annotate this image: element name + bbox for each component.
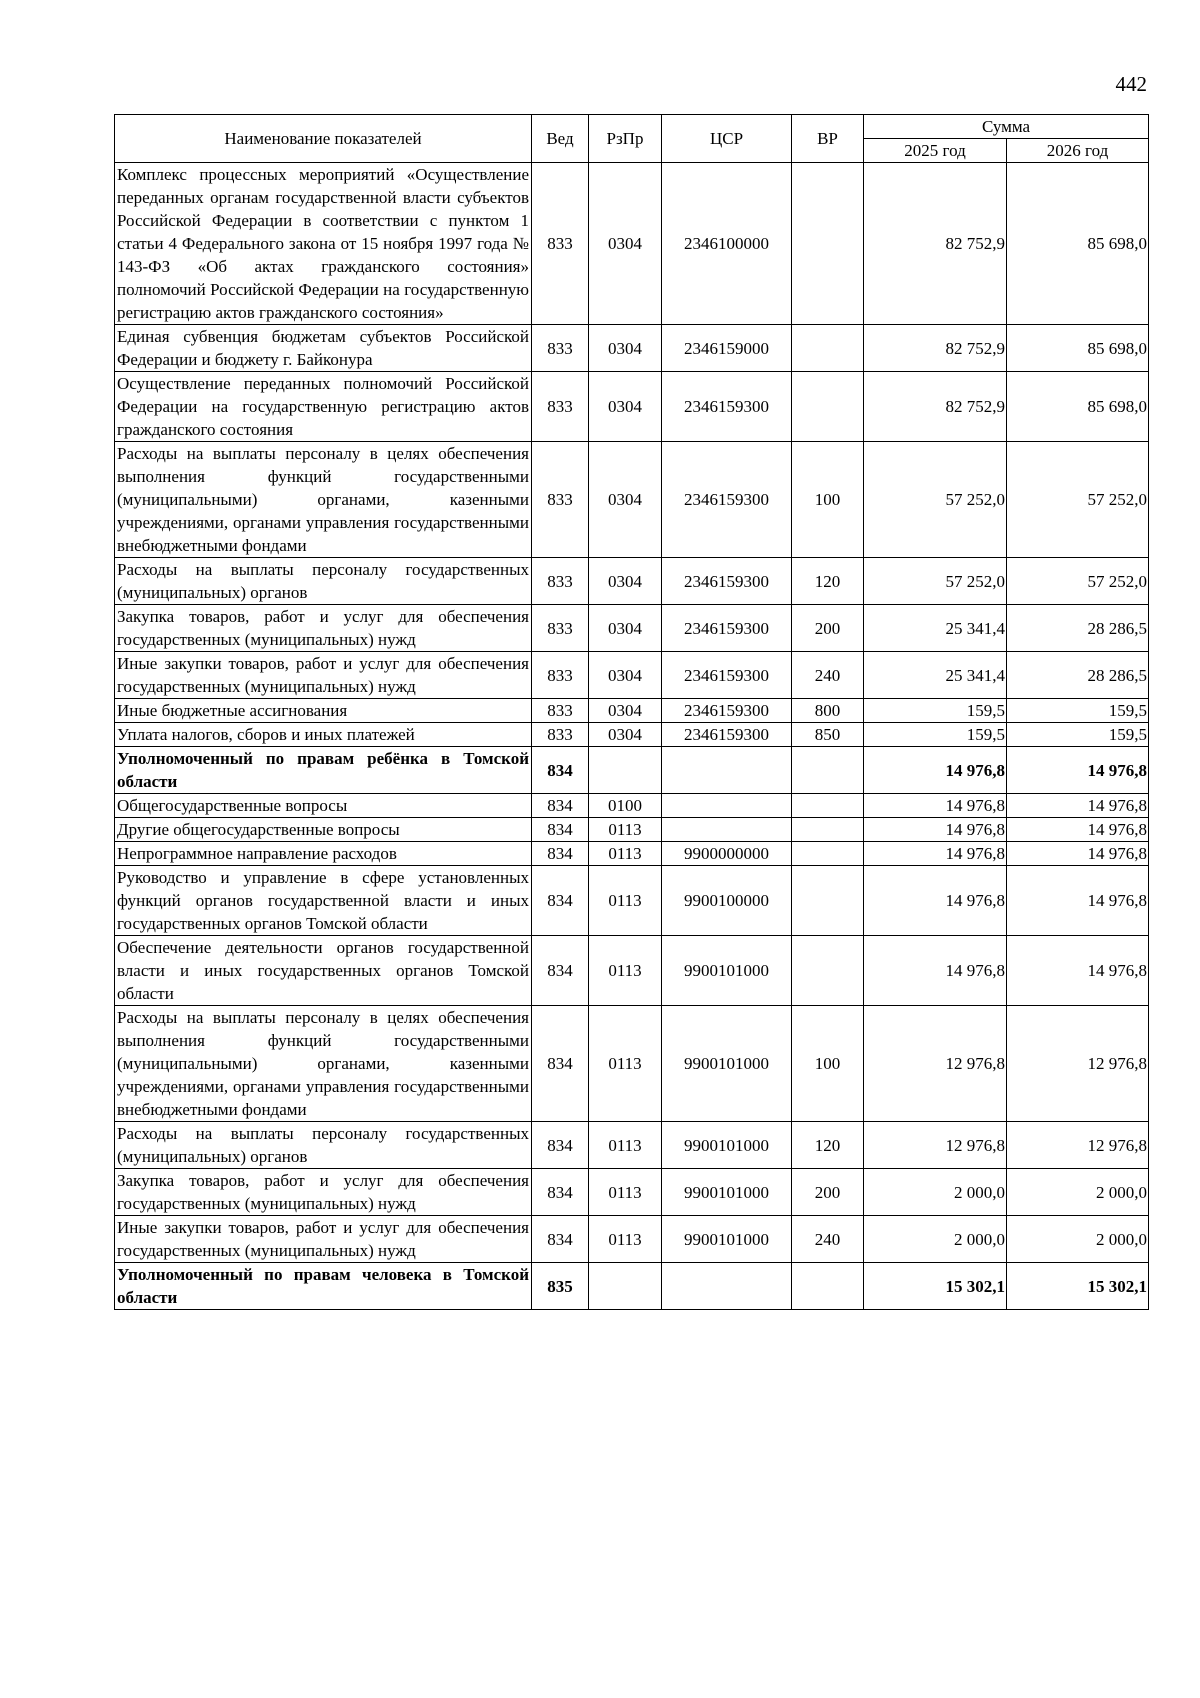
- header-year-2025: 2025 год: [864, 139, 1007, 163]
- row-sum-2025: 14 976,8: [864, 842, 1007, 866]
- row-sum-2025: 82 752,9: [864, 372, 1007, 442]
- table-row: [115, 442, 1149, 558]
- row-sum-2026: 2 000,0: [1007, 1169, 1149, 1216]
- table-row: [115, 699, 1149, 723]
- table-row: [115, 723, 1149, 747]
- table-row: [115, 818, 1149, 842]
- row-rzpr: 0304: [589, 372, 662, 442]
- row-ved: 833: [532, 442, 589, 558]
- row-csr: [662, 794, 792, 818]
- row-sum-2026: 14 976,8: [1007, 936, 1149, 1006]
- row-rzpr: 0304: [589, 558, 662, 605]
- row-sum-2025: 14 976,8: [864, 866, 1007, 936]
- row-sum-2025: 82 752,9: [864, 325, 1007, 372]
- row-sum-2026: 85 698,0: [1007, 163, 1149, 325]
- row-sum-2025: 57 252,0: [864, 558, 1007, 605]
- row-name: Обеспечение деятельности органов государственной власти и иных государственных органов Томской области: [115, 936, 532, 1006]
- row-sum-2025: 2 000,0: [864, 1169, 1007, 1216]
- table-body: [115, 163, 1149, 1310]
- row-name: Расходы на выплаты персоналу в целях обеспечения выполнения функций государственными (муниципальными) органами, казенными учреждениями, органами управления государственными внебюджетными фондами: [115, 442, 532, 558]
- row-vr: 800: [792, 699, 864, 723]
- row-csr: 2346159300: [662, 442, 792, 558]
- row-rzpr: 0113: [589, 818, 662, 842]
- row-sum-2025: 14 976,8: [864, 818, 1007, 842]
- row-sum-2026: 85 698,0: [1007, 372, 1149, 442]
- row-sum-2025: 14 976,8: [864, 936, 1007, 1006]
- row-csr: 9900101000: [662, 1169, 792, 1216]
- row-rzpr: 0113: [589, 1169, 662, 1216]
- table-row: [115, 163, 1149, 325]
- row-rzpr: 0113: [589, 1216, 662, 1263]
- table-row: [115, 1216, 1149, 1263]
- row-csr: [662, 747, 792, 794]
- table-header: [115, 115, 1149, 163]
- row-sum-2026: 14 976,8: [1007, 747, 1149, 794]
- row-name: Общегосударственные вопросы: [115, 794, 532, 818]
- row-vr: [792, 1263, 864, 1310]
- row-sum-2026: 14 976,8: [1007, 818, 1149, 842]
- row-sum-2026: 85 698,0: [1007, 325, 1149, 372]
- row-ved: 833: [532, 652, 589, 699]
- row-vr: [792, 372, 864, 442]
- row-csr: 2346159300: [662, 558, 792, 605]
- row-vr: 240: [792, 1216, 864, 1263]
- row-rzpr: 0304: [589, 325, 662, 372]
- row-vr: 100: [792, 1006, 864, 1122]
- row-csr: 9900101000: [662, 1216, 792, 1263]
- row-name: Уполномоченный по правам ребёнка в Томской области: [115, 747, 532, 794]
- row-sum-2026: 57 252,0: [1007, 558, 1149, 605]
- row-csr: 9900101000: [662, 1122, 792, 1169]
- row-vr: [792, 866, 864, 936]
- table-row: [115, 747, 1149, 794]
- table-row: [115, 936, 1149, 1006]
- row-sum-2026: 14 976,8: [1007, 842, 1149, 866]
- row-ved: 833: [532, 372, 589, 442]
- table-row: [115, 866, 1149, 936]
- row-vr: 100: [792, 442, 864, 558]
- row-name: Другие общегосударственные вопросы: [115, 818, 532, 842]
- row-sum-2025: 14 976,8: [864, 794, 1007, 818]
- row-name: Иные бюджетные ассигнования: [115, 699, 532, 723]
- row-ved: 833: [532, 325, 589, 372]
- row-sum-2026: 28 286,5: [1007, 652, 1149, 699]
- row-csr: 2346159300: [662, 652, 792, 699]
- table-row: [115, 652, 1149, 699]
- row-rzpr: 0113: [589, 936, 662, 1006]
- row-ved: 834: [532, 1006, 589, 1122]
- header-vr: ВР: [792, 115, 864, 163]
- page-number: 442: [1115, 72, 1147, 96]
- row-ved: 833: [532, 699, 589, 723]
- row-ved: 833: [532, 723, 589, 747]
- row-name: Осуществление переданных полномочий Российской Федерации на государственную регистрацию актов гражданского состояния: [115, 372, 532, 442]
- row-name: Иные закупки товаров, работ и услуг для обеспечения государственных (муниципальных) нужд: [115, 1216, 532, 1263]
- row-ved: 834: [532, 1216, 589, 1263]
- row-csr: 2346159300: [662, 605, 792, 652]
- row-ved: 833: [532, 163, 589, 325]
- row-sum-2026: 159,5: [1007, 699, 1149, 723]
- row-vr: [792, 325, 864, 372]
- table-row: [115, 1263, 1149, 1310]
- row-sum-2026: 14 976,8: [1007, 794, 1149, 818]
- row-sum-2025: 57 252,0: [864, 442, 1007, 558]
- row-rzpr: 0100: [589, 794, 662, 818]
- row-sum-2026: 14 976,8: [1007, 866, 1149, 936]
- table-row: [115, 558, 1149, 605]
- row-name: Иные закупки товаров, работ и услуг для обеспечения государственных (муниципальных) нужд: [115, 652, 532, 699]
- row-rzpr: [589, 747, 662, 794]
- row-csr: 2346159300: [662, 372, 792, 442]
- header-year-2026: 2026 год: [1007, 139, 1149, 163]
- row-vr: [792, 747, 864, 794]
- row-ved: 834: [532, 842, 589, 866]
- header-name: Наименование показателей: [115, 115, 532, 163]
- row-name: Единая субвенция бюджетам субъектов Российской Федерации и бюджету г. Байконура: [115, 325, 532, 372]
- row-rzpr: [589, 1263, 662, 1310]
- row-sum-2025: 25 341,4: [864, 605, 1007, 652]
- row-vr: 240: [792, 652, 864, 699]
- row-csr: 9900000000: [662, 842, 792, 866]
- row-ved: 834: [532, 1169, 589, 1216]
- row-name: Расходы на выплаты персоналу в целях обеспечения выполнения функций государственными (муниципальными) органами, казенными учреждениями, органами управления государственными внебюджетными фондами: [115, 1006, 532, 1122]
- row-rzpr: 0304: [589, 442, 662, 558]
- row-sum-2025: 159,5: [864, 699, 1007, 723]
- table-row: [115, 842, 1149, 866]
- table-row: [115, 1006, 1149, 1122]
- row-ved: 834: [532, 866, 589, 936]
- row-ved: 833: [532, 605, 589, 652]
- table-row: [115, 1122, 1149, 1169]
- row-sum-2025: 25 341,4: [864, 652, 1007, 699]
- row-sum-2026: 12 976,8: [1007, 1122, 1149, 1169]
- row-name: Расходы на выплаты персоналу государственных (муниципальных) органов: [115, 558, 532, 605]
- row-sum-2026: 15 302,1: [1007, 1263, 1149, 1310]
- row-vr: 120: [792, 558, 864, 605]
- row-ved: 834: [532, 936, 589, 1006]
- row-vr: [792, 794, 864, 818]
- row-name: Уполномоченный по правам человека в Томской области: [115, 1263, 532, 1310]
- row-sum-2026: 159,5: [1007, 723, 1149, 747]
- row-ved: 834: [532, 794, 589, 818]
- row-name: Закупка товаров, работ и услуг для обеспечения государственных (муниципальных) нужд: [115, 1169, 532, 1216]
- row-sum-2025: 159,5: [864, 723, 1007, 747]
- row-name: Руководство и управление в сфере установленных функций органов государственной власти и иных государственных органов Томской области: [115, 866, 532, 936]
- row-sum-2025: 2 000,0: [864, 1216, 1007, 1263]
- row-rzpr: 0304: [589, 605, 662, 652]
- row-vr: [792, 818, 864, 842]
- table-row: [115, 1169, 1149, 1216]
- table-row: [115, 325, 1149, 372]
- row-name: Закупка товаров, работ и услуг для обеспечения государственных (муниципальных) нужд: [115, 605, 532, 652]
- row-rzpr: 0304: [589, 163, 662, 325]
- row-sum-2025: 15 302,1: [864, 1263, 1007, 1310]
- row-ved: 834: [532, 1122, 589, 1169]
- row-sum-2025: 12 976,8: [864, 1006, 1007, 1122]
- row-ved: 834: [532, 747, 589, 794]
- row-vr: [792, 936, 864, 1006]
- row-csr: 2346159000: [662, 325, 792, 372]
- row-sum-2026: 12 976,8: [1007, 1006, 1149, 1122]
- row-name: Расходы на выплаты персоналу государственных (муниципальных) органов: [115, 1122, 532, 1169]
- header-csr: ЦСР: [662, 115, 792, 163]
- row-ved: 835: [532, 1263, 589, 1310]
- row-vr: [792, 842, 864, 866]
- row-sum-2026: 2 000,0: [1007, 1216, 1149, 1263]
- row-name: Непрограммное направление расходов: [115, 842, 532, 866]
- row-rzpr: 0113: [589, 866, 662, 936]
- row-csr: 9900101000: [662, 936, 792, 1006]
- row-vr: 120: [792, 1122, 864, 1169]
- row-sum-2026: 57 252,0: [1007, 442, 1149, 558]
- row-rzpr: 0304: [589, 699, 662, 723]
- row-rzpr: 0304: [589, 723, 662, 747]
- row-ved: 833: [532, 558, 589, 605]
- header-sum: Сумма: [864, 115, 1149, 139]
- row-vr: 850: [792, 723, 864, 747]
- row-vr: [792, 163, 864, 325]
- row-rzpr: 0113: [589, 842, 662, 866]
- row-csr: 2346100000: [662, 163, 792, 325]
- row-sum-2025: 12 976,8: [864, 1122, 1007, 1169]
- row-csr: [662, 818, 792, 842]
- row-vr: 200: [792, 1169, 864, 1216]
- budget-table: [114, 114, 1149, 1310]
- table-row: [115, 372, 1149, 442]
- row-rzpr: 0304: [589, 652, 662, 699]
- row-rzpr: 0113: [589, 1122, 662, 1169]
- row-csr: 2346159300: [662, 699, 792, 723]
- header-rzpr: РзПр: [589, 115, 662, 163]
- row-rzpr: 0113: [589, 1006, 662, 1122]
- row-ved: 834: [532, 818, 589, 842]
- row-sum-2026: 28 286,5: [1007, 605, 1149, 652]
- row-name: Уплата налогов, сборов и иных платежей: [115, 723, 532, 747]
- row-sum-2025: 14 976,8: [864, 747, 1007, 794]
- row-csr: 9900100000: [662, 866, 792, 936]
- header-ved: Вед: [532, 115, 589, 163]
- row-name: Комплекс процессных мероприятий «Осуществление переданных органам государственной власти субъектов Российской Федерации в соответствии с пунктом 1 статьи 4 Федерального закона от 15 ноября 1997 года № 143-ФЗ «Об актах гражданского состояния» полномочий Российской Федерации на государственную регистрацию актов гражданского состояния»: [115, 163, 532, 325]
- row-csr: 2346159300: [662, 723, 792, 747]
- row-sum-2025: 82 752,9: [864, 163, 1007, 325]
- row-csr: [662, 1263, 792, 1310]
- table-row: [115, 605, 1149, 652]
- row-vr: 200: [792, 605, 864, 652]
- table-row: [115, 794, 1149, 818]
- row-csr: 9900101000: [662, 1006, 792, 1122]
